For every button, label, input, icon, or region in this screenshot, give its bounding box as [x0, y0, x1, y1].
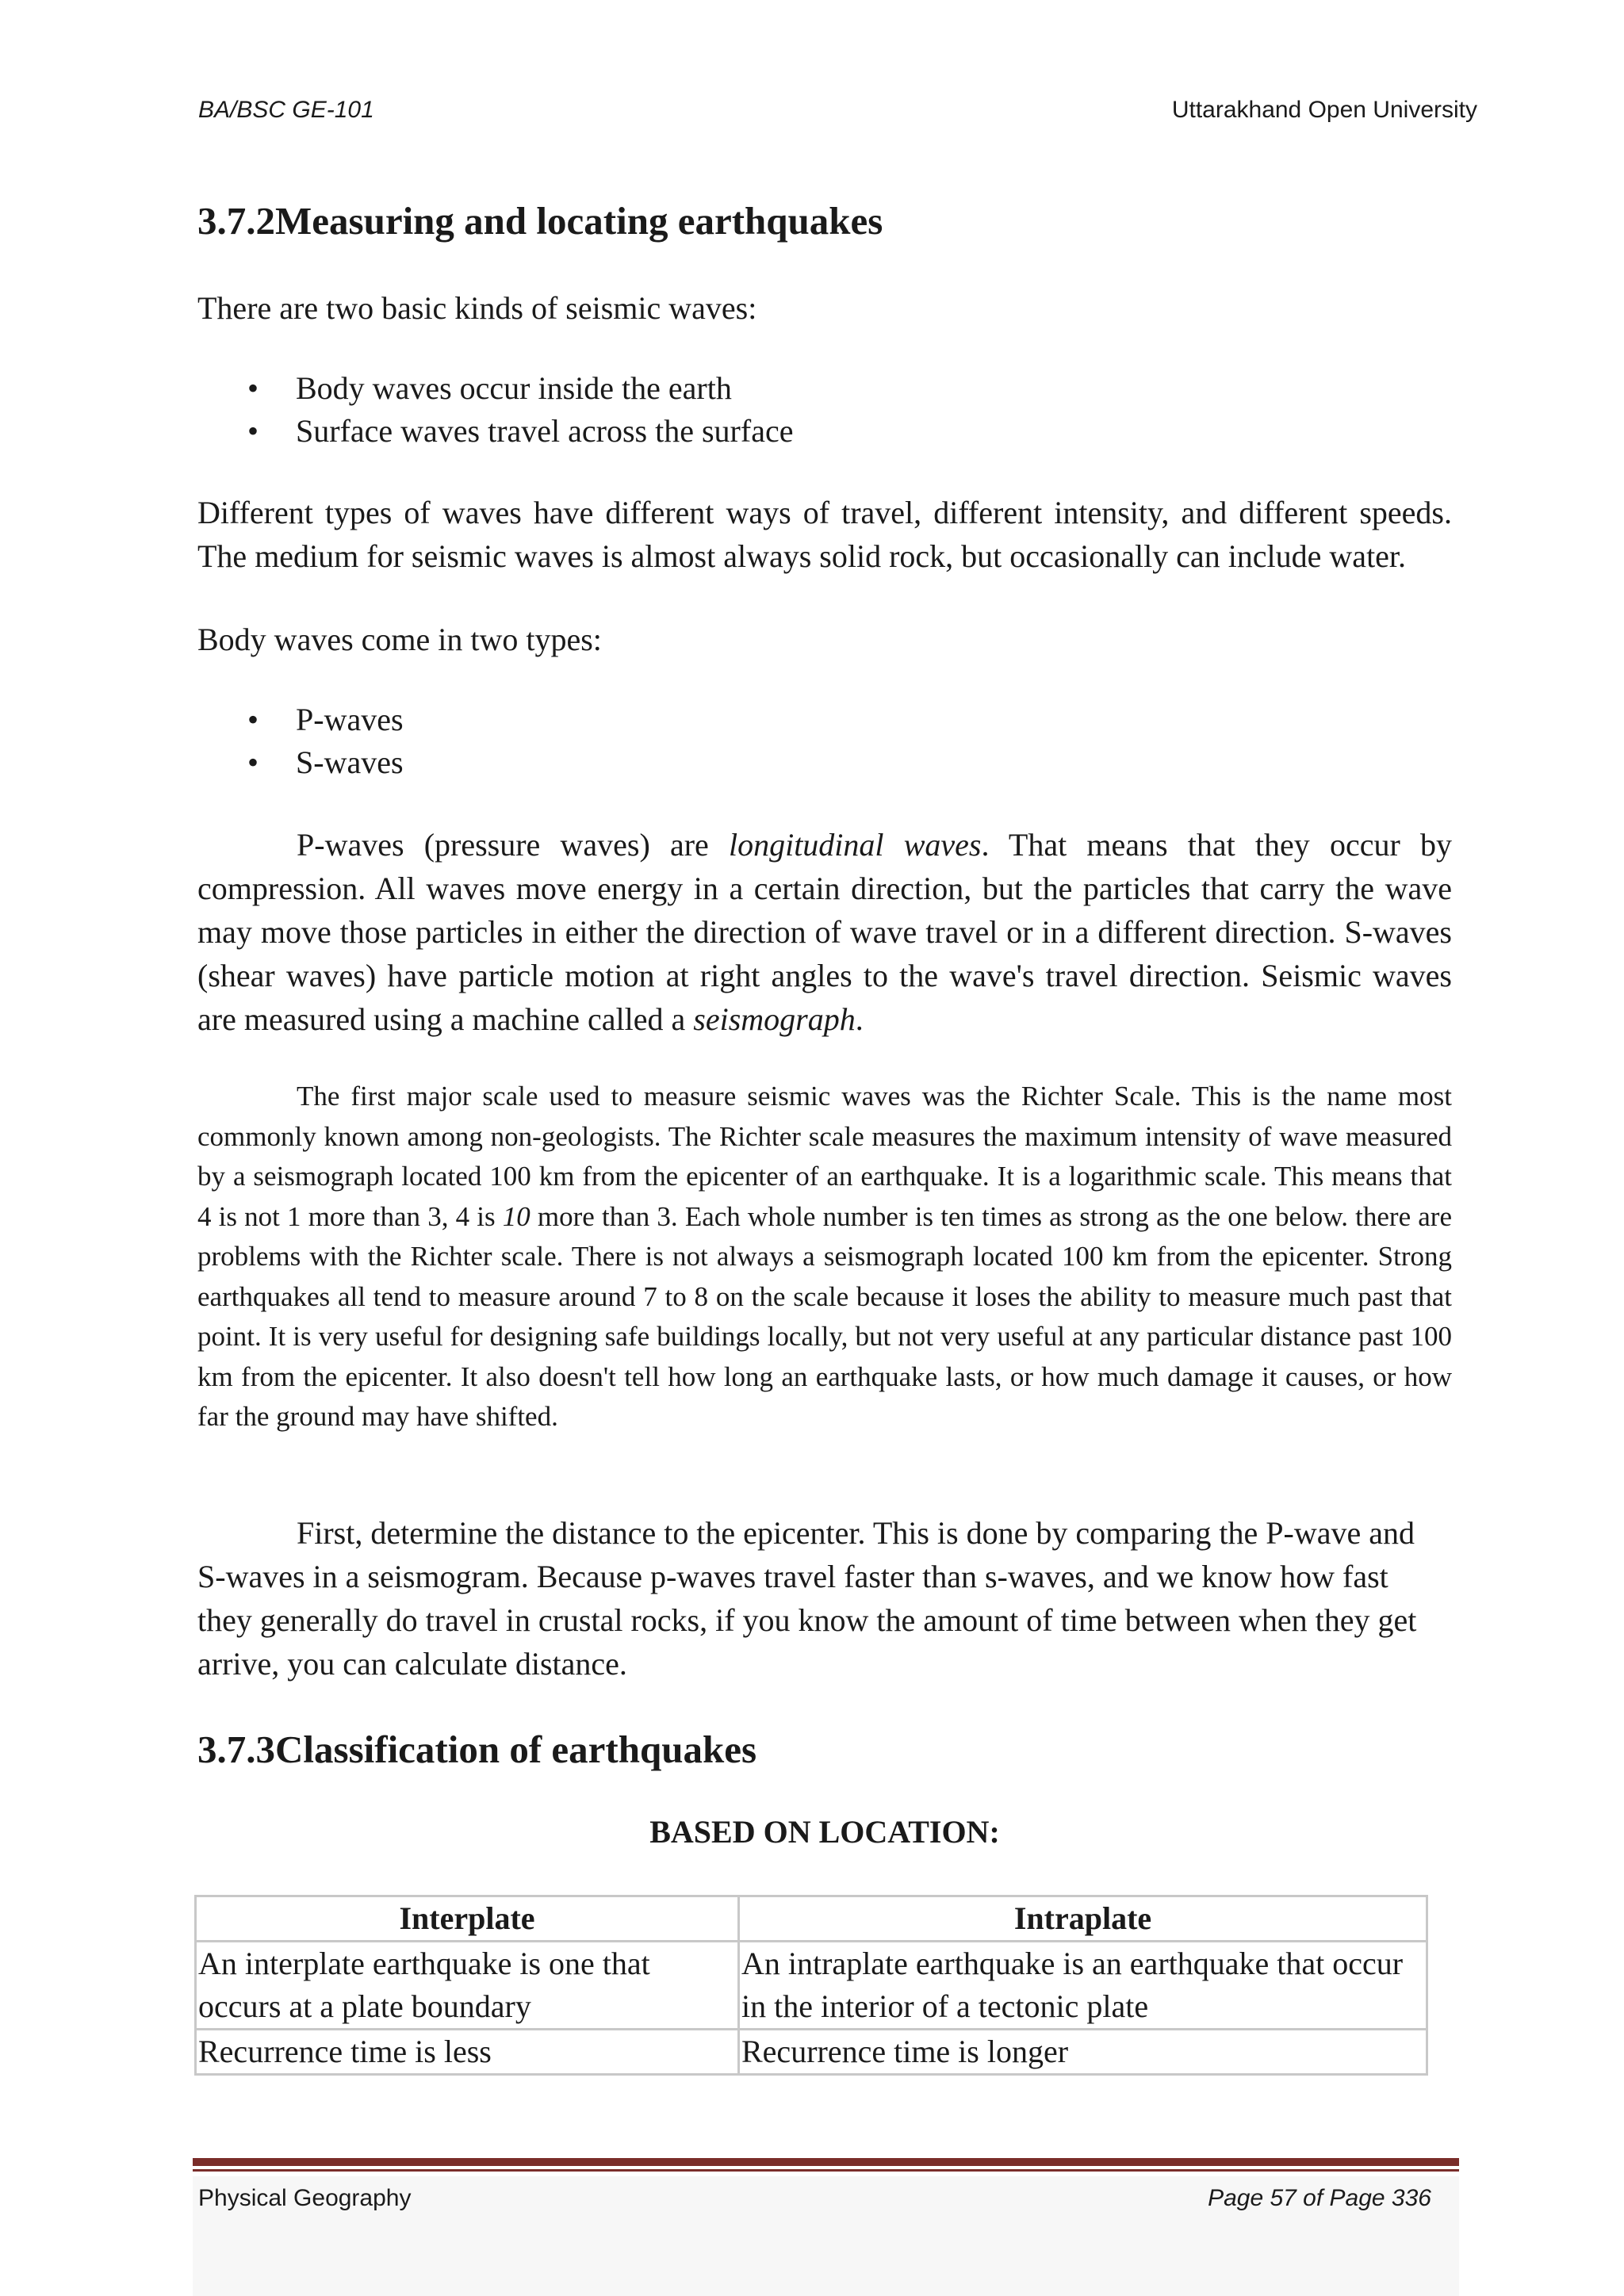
pwaves-text-a: P-waves (pressure waves) are: [297, 827, 729, 863]
seismic-waves-intro: There are two basic kinds of seismic waves:: [197, 290, 757, 326]
list-item: • P-waves: [197, 698, 404, 741]
table-header-row: [196, 1896, 1427, 1942]
header-university: Uttarakhand Open University: [1171, 97, 1477, 123]
table-row: [196, 2030, 1427, 2075]
richter-emphasis: 10: [502, 1200, 530, 1232]
locating-epicenter-paragraph: First, determine the distance to the epicenter. This is done by comparing the P-wave and S-waves in a seismogram. Because p-waves travel faster than s-waves, and we know how fast they generally do travel in crustal rocks, if you know the amount of time between when they get arrive, you can calculate distance.: [197, 1515, 1417, 1682]
wave-differences-paragraph: Different types of waves have different ways of travel, different intensity, and different speeds. The medium for seismic waves is almost always solid rock, but occasionally can include water.: [197, 495, 1452, 574]
table-cell: Recurrence time is longer: [739, 2030, 1427, 2075]
list-item: • Body waves occur inside the earth: [197, 367, 793, 410]
page-number: Page 57 of Page 336: [1208, 2185, 1431, 2211]
table-cell: An interplate earthquake is one that occurs at a plate boundary: [196, 1942, 739, 2030]
table-header-cell: Interplate: [196, 1896, 739, 1942]
section-heading-measuring: 3.7.2Measuring and locating earthquakes: [197, 199, 883, 243]
footer-divider: [193, 2158, 1459, 2166]
footer-subject: Physical Geography: [198, 2185, 412, 2211]
table-cell: An intraplate earthquake is an earthquake that occur in the interior of a tectonic plate: [739, 1942, 1427, 2030]
body-wave-types-list: [197, 698, 404, 784]
richter-text-a: The first major scale used to measure seismic waves was the Richter Scale. This is the name most commonly known among non-geologists. The Richter scale measures the maximum intensity of wave measured by a seismograph located 100 km from the epicenter of an earthquake. It is a logarithmic scale. This means that 4 is not 1 more than 3, 4 is: [197, 1081, 1452, 1232]
footer-divider-thin: [193, 2169, 1459, 2172]
header-course: BA/BSC GE-101: [198, 97, 374, 123]
longitudinal-waves-term: longitudinal waves: [728, 827, 982, 863]
section-heading-classification: 3.7.3Classification of earthquakes: [197, 1728, 757, 1771]
pwaves-text-b: . That means that they occur by compression. All waves move energy in a certain direction, but the particles that carry the wave may move those particles in either the direction of wave travel or in a different direction. S-waves (shear waves) have particle motion at right angles to the wave's travel direction. Seismic waves are measured using a machine called a: [197, 827, 1452, 1037]
based-on-location-title: BASED ON LOCATION:: [649, 1814, 1000, 1850]
list-item: • Surface waves travel across the surface: [197, 410, 793, 453]
table-header-cell: Intraplate: [739, 1896, 1427, 1942]
pwaves-paragraph: [197, 823, 1452, 1041]
table-row: [196, 1942, 1427, 2030]
richter-text-b: more than 3. Each whole number is ten times as strong as the one below. there are problems with the Richter scale. There is not always a seismograph located 100 km from the epicenter. Strong earthquakes all tend to measure around 7 to 8 on the scale because it loses the ability to measure much past that point. It is very useful for designing safe buildings locally, but not very useful at any particular distance past 100 km from the epicenter. It also doesn't tell how long an earthquake lasts, or how much damage it causes, or how far the ground may have shifted.: [197, 1200, 1452, 1432]
richter-scale-paragraph: [197, 1077, 1452, 1437]
earthquake-location-table: [194, 1895, 1428, 2076]
seismograph-term: seismograph: [693, 1001, 856, 1037]
body-waves-intro: Body waves come in two types:: [197, 622, 602, 657]
seismic-wave-kinds-list: [197, 367, 793, 453]
pwaves-text-c: .: [855, 1001, 864, 1037]
table-cell: Recurrence time is less: [196, 2030, 739, 2075]
list-item: • S-waves: [197, 741, 404, 784]
